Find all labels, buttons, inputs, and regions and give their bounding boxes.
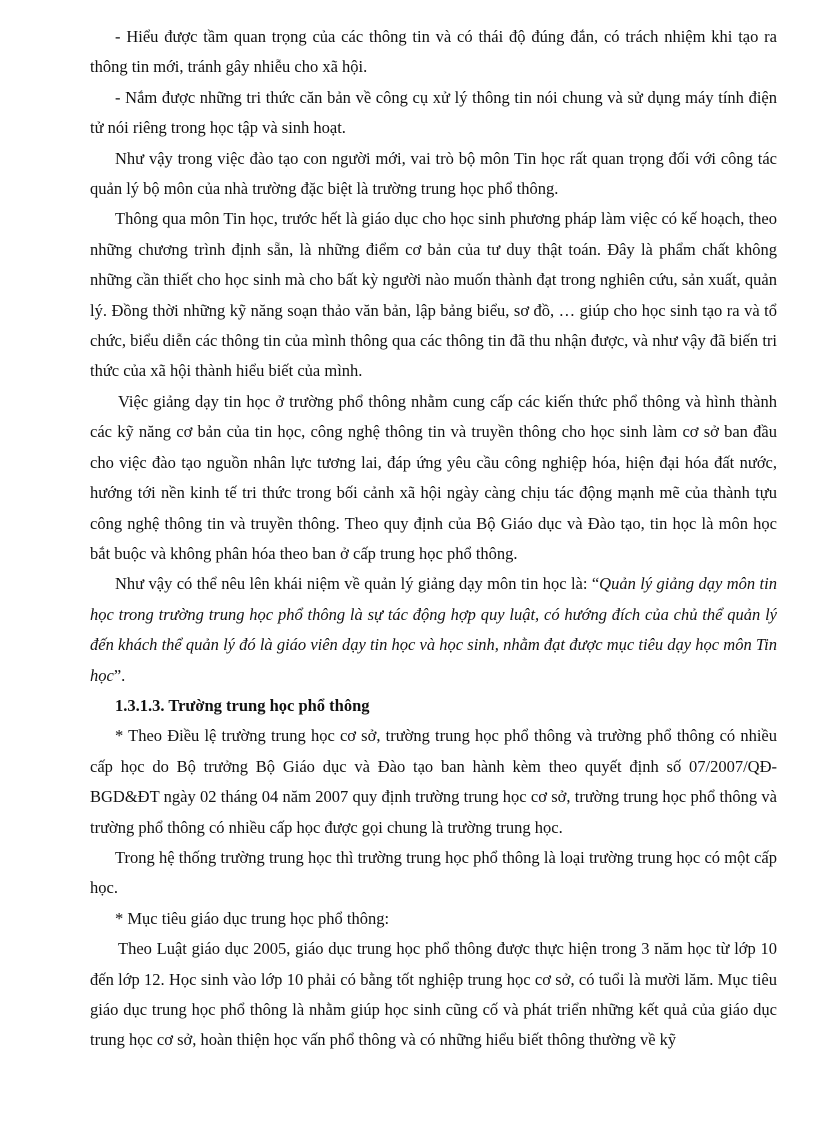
paragraph-3: Như vậy trong việc đào tạo con người mới, vai trò bộ môn Tin học rất quan trọng đối với công tác quản lý bộ môn của nhà trường đặc biệt là trường trung học phổ thông. — [90, 148, 777, 199]
paragraph-6-tail: ”. — [113, 665, 126, 685]
paragraph-5: Việc giảng dạy tin học ở trường phổ thông nhằm cung cấp các kiến thức phổ thông và hình thành các kỹ năng cơ bản của tin học, công nghệ thông tin và truyền thông cho học sinh làm cơ sở ban đầu cho việc đào tạo nguồn nhân lực tương lai, đáp ứng yêu cầu công nghiệp hóa, hiện đại hóa đất nước, hướng tới nền kinh tế tri thức trong bối cảnh xã hội ngày càng chịu tác động mạnh mẽ của thành tựu công nghệ thông tin và truyền thông. Theo quy định của Bộ Giáo dục và Đào tạo, tin học là môn học bắt buộc và không phân hóa theo ban ở cấp trung học phổ thông. — [90, 391, 777, 563]
paragraph-4: Thông qua môn Tin học, trước hết là giáo dục cho học sinh phương pháp làm việc có kế hoạch, theo những chương trình định sẵn, là những điểm cơ bản của tư duy thật toán. Đây là phẩm chất không những cần thiết cho học sinh mà cho bất kỳ người nào muốn thành đạt trong nghiên cứu, sản xuất, quản lý. Đồng thời những kỹ năng soạn thảo văn bản, lập bảng biểu, sơ đồ, … giúp cho học sinh tạo ra và tổ chức, biểu diễn các thông tin của mình thông qua các thông tin đã thu nhận được, và như vậy đã biến tri thức của xã hội thành hiểu biết của mình. — [90, 209, 777, 381]
paragraph-8: Trong hệ thống trường trung học thì trường trung học phổ thông là loại trường trung học có một cấp học. — [90, 847, 777, 898]
document-page — [90, 22, 777, 1056]
paragraph-10: Theo Luật giáo dục 2005, giáo dục trung học phổ thông được thực hiện trong 3 năm học từ lớp 10 đến lớp 12. Học sinh vào lớp 10 phải có bằng tốt nghiệp trung học cơ sở, có tuổi là mười lăm. Mục tiêu giáo dục trung học phổ thông là nhằm giúp học sinh cũng cố và phát triển những kết quả của giáo dục trung học cơ sở, hoàn thiện học vấn phổ thông và có những hiểu biết thông thường về kỹ — [90, 939, 777, 1050]
paragraph-6-lead: Như vậy có thể nêu lên khái niệm về quản lý giảng dạy môn tin học là: “ — [115, 574, 600, 594]
section-heading: 1.3.1.3. Trường trung học phổ thông — [115, 695, 370, 715]
paragraph-9: * Mục tiêu giáo dục trung học phổ thông: — [115, 908, 390, 928]
paragraph-6-definition: Quản lý giảng dạy môn tin học trong trường trung học phổ thông là sự tác động hợp quy luật, có hướng đích của chủ thể quản lý đến khách thể quản lý đó là giáo viên dạy tin học và học sinh, nhằm đạt được mục tiêu dạy học môn Tin học — [90, 574, 777, 685]
paragraph-1: - Hiểu được tầm quan trọng của các thông tin và có thái độ đúng đắn, có trách nhiệm khi tạo ra thông tin mới, tránh gây nhiễu cho xã hội. — [90, 27, 777, 77]
paragraph-2: - Nắm được những tri thức căn bản về công cụ xử lý thông tin nói chung và sử dụng máy tính điện tử nói riêng trong học tập và sinh hoạt. — [90, 87, 777, 138]
paragraph-6 — [90, 569, 777, 691]
paragraph-7: * Theo Điều lệ trường trung học cơ sở, trường trung học phổ thông và trường phổ thông có nhiều cấp học do Bộ trưởng Bộ Giáo dục và Đào tạo ban hành kèm theo quyết định số 07/2007/QĐ-BGD&ĐT ngày 02 tháng 04 năm 2007 quy định trường trung học cơ sở, trường trung học phổ thông và trường phổ thông có nhiều cấp học được gọi chung là trường trung học. — [90, 726, 777, 837]
